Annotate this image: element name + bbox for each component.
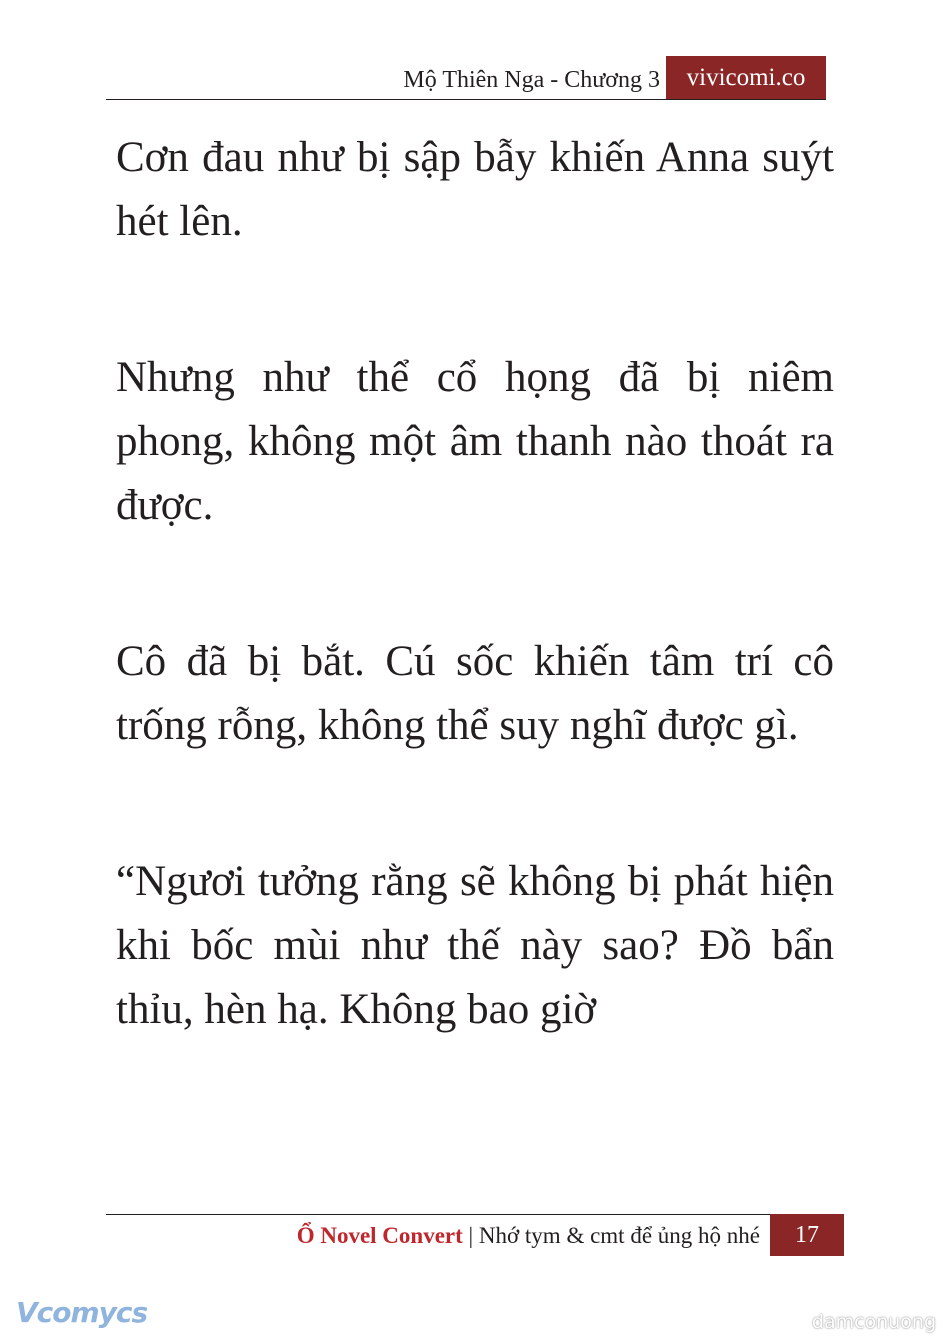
paragraph: Nhưng như thể cổ họng đã bị niêm phong, không một âm thanh nào thoát ra được. xyxy=(116,354,834,529)
watermark-logo-left: Vcomycs xyxy=(16,1296,148,1329)
site-badge: vivicomi.co xyxy=(666,56,826,99)
footer-separator: | xyxy=(462,1223,479,1248)
page-number: 17 xyxy=(770,1214,844,1256)
page-footer xyxy=(106,1214,844,1256)
chapter-body xyxy=(116,126,834,1134)
paragraph: Cơn đau như bị sập bẫy khiến Anna suýt hét lên. xyxy=(116,134,834,245)
chapter-title: Mộ Thiên Nga - Chương 3 xyxy=(403,67,660,93)
footer-text xyxy=(297,1222,760,1250)
watermark-right: damconuong xyxy=(811,1311,936,1333)
footer-note: Nhớ tym & cmt để ủng hộ nhé xyxy=(478,1223,760,1248)
page-header xyxy=(106,56,826,100)
footer-brand: Ổ Novel Convert xyxy=(296,1223,463,1248)
paragraph: Cô đã bị bắt. Cú sốc khiến tâm trí cô trống rỗng, không thể suy nghĩ được gì. xyxy=(116,638,834,749)
footer-divider xyxy=(106,1214,844,1215)
paragraph: “Ngươi tưởng rằng sẽ không bị phát hiện khi bốc mùi như thế này sao? Đồ bẩn thỉu, hèn hạ. Không bao giờ xyxy=(116,858,834,1033)
header-divider xyxy=(106,99,826,100)
